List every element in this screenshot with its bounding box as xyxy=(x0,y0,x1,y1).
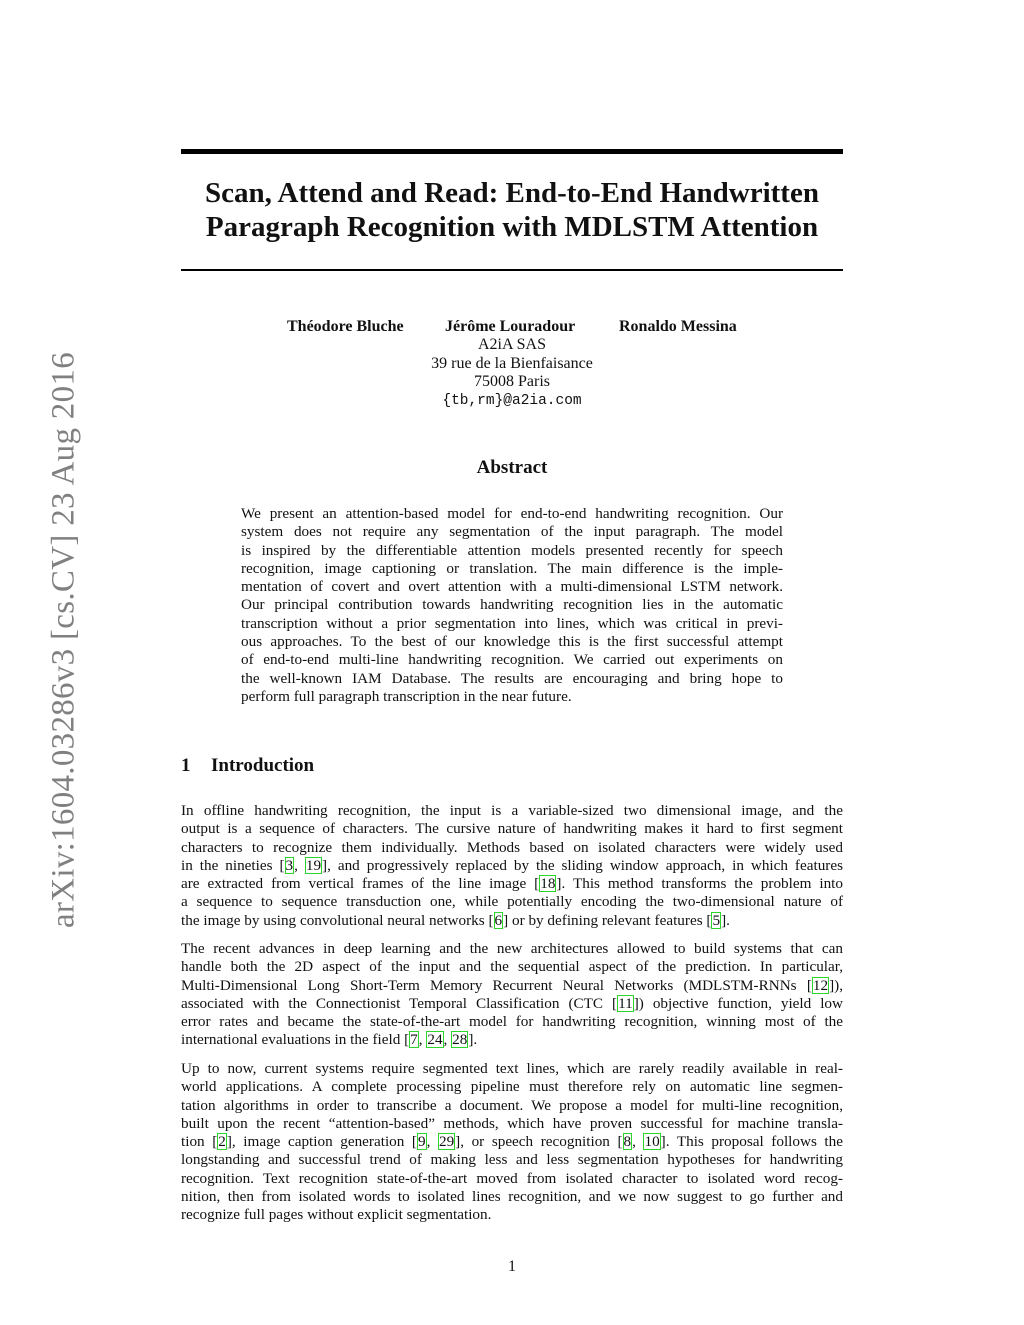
abstract-line: We present an attention-based model for end-to-end handwriting recognition. Our xyxy=(241,505,783,522)
abstract-heading: Abstract xyxy=(476,457,548,478)
paper-title xyxy=(181,176,843,244)
abstract-line: Our principal contribution towards handwriting recognition lies in the automatic xyxy=(241,596,783,614)
text-run: , xyxy=(418,1031,427,1049)
text-run: , xyxy=(294,856,305,874)
text-run: ]. xyxy=(721,911,730,929)
text-run: are extracted from vertical frames of the line image [ xyxy=(181,875,540,893)
text-run: international evaluations in the field [ xyxy=(181,1031,410,1049)
text-run: ]. This proposal follows the xyxy=(660,1133,843,1151)
title-bottom-rule xyxy=(181,269,843,271)
citation-link[interactable]: 24 xyxy=(427,1031,443,1049)
citation-link[interactable]: 19 xyxy=(305,856,322,874)
text-run: ]. This method transforms the problem into xyxy=(556,875,843,893)
section-number: 1 xyxy=(181,755,191,776)
citation-link[interactable]: 5 xyxy=(712,911,721,929)
abstract-line: perform full paragraph transcription in the near future. xyxy=(241,687,572,705)
text-run: ] or by defining relevant features [ xyxy=(503,911,712,929)
paragraph-line: built upon the recent “attention-based” methods, which have proven successful for machine transla- xyxy=(181,1114,843,1132)
abstract-line: is inspired by the differentiable attention models presented recently for speech xyxy=(241,541,783,559)
paragraph-line: In offline handwriting recognition, the input is a variable-sized two dimensional image, and the xyxy=(181,802,843,819)
text-run: , xyxy=(443,1031,452,1049)
paragraph-line: handle both the 2D aspect of the input and the sequential aspect of the prediction. In particular, xyxy=(181,958,843,976)
paragraph-line: recognition. Text recognition state-of-the-art moved from isolated character to isolated word recog- xyxy=(181,1169,843,1187)
citation-link[interactable]: 28 xyxy=(452,1031,468,1049)
text-run: ]), xyxy=(829,976,843,994)
citation-link[interactable]: 3 xyxy=(285,856,294,874)
abstract-body xyxy=(241,505,783,706)
title-line-1: Scan, Attend and Read: End-to-End Handwritten xyxy=(205,177,819,209)
citation-link[interactable]: 2 xyxy=(218,1133,226,1151)
paragraph-line: characters to recognize them individually. Methods based on isolated characters were widely used xyxy=(181,838,843,856)
paragraph-line xyxy=(181,875,843,893)
text-run: , xyxy=(632,1133,644,1151)
citation-link[interactable]: 9 xyxy=(418,1133,426,1151)
paragraph-line: world applications. A complete processing pipeline must therefore rely on automatic line segmen- xyxy=(181,1078,843,1096)
text-run: tion [ xyxy=(181,1133,218,1151)
affiliation-email[interactable]: {tb,rm}@a2ia.com xyxy=(442,392,582,409)
text-run: in the nineties [ xyxy=(181,856,285,874)
text-run: ], or speech recognition [ xyxy=(455,1133,623,1151)
citation-link[interactable]: 8 xyxy=(623,1133,632,1151)
paragraph-line xyxy=(181,912,843,930)
paragraph-line xyxy=(181,857,843,875)
paragraph-line xyxy=(181,1031,843,1049)
paragraph-line: nition, then from isolated words to isolated lines recognition, and we now suggest to go further and xyxy=(181,1188,843,1206)
affiliation xyxy=(362,336,662,410)
arxiv-identifier: arXiv:1604.03286v3 [cs.CV] 23 Aug 2016 xyxy=(45,351,82,929)
text-run: ]. xyxy=(468,1031,478,1049)
text-run: , xyxy=(426,1133,438,1151)
text-run: the image by using convolutional neural networks [ xyxy=(181,911,494,929)
citation-link[interactable]: 10 xyxy=(644,1133,660,1151)
affiliation-city: 75008 Paris xyxy=(474,373,550,390)
affiliation-street: 39 rue de la Bienfaisance xyxy=(431,354,593,372)
paragraph-line: The recent advances in deep learning and the new architectures allowed to build systems that can xyxy=(181,940,843,957)
citation-link[interactable]: 12 xyxy=(812,976,829,994)
intro-paragraph-3 xyxy=(181,1060,843,1225)
text-run: ], image caption generation [ xyxy=(226,1133,417,1151)
affiliation-company: A2iA SAS xyxy=(477,336,547,353)
paragraph-line: tation algorithms in order to transcribe a document. We propose a model for multi-line recognition, xyxy=(181,1096,843,1114)
paragraph-line: recognize full pages without explicit segmentation. xyxy=(181,1206,492,1224)
abstract-line: transcription without a prior segmentation into lines, which was critical in previ- xyxy=(241,614,783,632)
section-title: Introduction xyxy=(211,755,315,776)
abstract-line: ous approaches. To the best of our knowledge this is the first successful attempt xyxy=(241,633,783,651)
citation-link[interactable]: 11 xyxy=(618,994,633,1012)
intro-paragraph-1 xyxy=(181,802,843,930)
intro-paragraph-2 xyxy=(181,940,843,1050)
abstract-line: the well-known IAM Database. The results are encouraging and bring hope to xyxy=(241,669,783,687)
paragraph-line xyxy=(181,977,843,995)
page-number: 1 xyxy=(508,1258,516,1275)
citation-link[interactable]: 18 xyxy=(540,875,556,893)
paragraph-line xyxy=(181,1133,843,1151)
section-heading xyxy=(181,755,314,777)
text-run: Multi-Dimensional Long Short-Term Memory Recurrent Neural Networks (MDLSTM-RNNs [ xyxy=(181,976,812,994)
abstract-line: of end-to-end multi-line handwriting recognition. We carried out experiments on xyxy=(241,651,783,669)
author-name: Jérôme Louradour xyxy=(445,318,576,335)
author-name: Ronaldo Messina xyxy=(619,318,737,335)
paragraph-line: output is a sequence of characters. The cursive nature of handwriting makes it hard to first segment xyxy=(181,820,843,838)
author-name: Théodore Bluche xyxy=(287,318,404,335)
paragraph-line: a sequence to sequence transduction one, while potentially encoding the two-dimensional nature of xyxy=(181,893,843,911)
citation-link[interactable]: 29 xyxy=(438,1133,455,1151)
paragraph-line xyxy=(181,995,843,1013)
abstract-line: mentation of covert and overt attention with a multi-dimensional LSTM network. xyxy=(241,578,783,596)
text-run: ]) objective function, yield low xyxy=(633,994,843,1012)
paragraph-line: error rates and became the state-of-the-art model for handwriting recognition, winning most of the xyxy=(181,1013,843,1031)
paragraph-line: longstanding and successful trend of making less and less segmentation hypotheses for handwriting xyxy=(181,1151,843,1169)
abstract-line: recognition, image captioning or translation. The main difference is the imple- xyxy=(241,559,783,577)
paragraph-line: Up to now, current systems require segmented text lines, which are rarely readily available in real- xyxy=(181,1060,843,1077)
title-top-rule xyxy=(181,149,843,154)
citation-link[interactable]: 6 xyxy=(494,911,503,929)
abstract-line: system does not require any segmentation of the input paragraph. The model xyxy=(241,523,783,541)
text-run: ], and progressively replaced by the sliding window approach, in which features xyxy=(322,856,843,874)
citation-link[interactable]: 7 xyxy=(410,1031,418,1049)
text-run: associated with the Connectionist Temporal Classification (CTC [ xyxy=(181,994,618,1012)
title-line-2: Paragraph Recognition with MDLSTM Attention xyxy=(205,211,819,243)
